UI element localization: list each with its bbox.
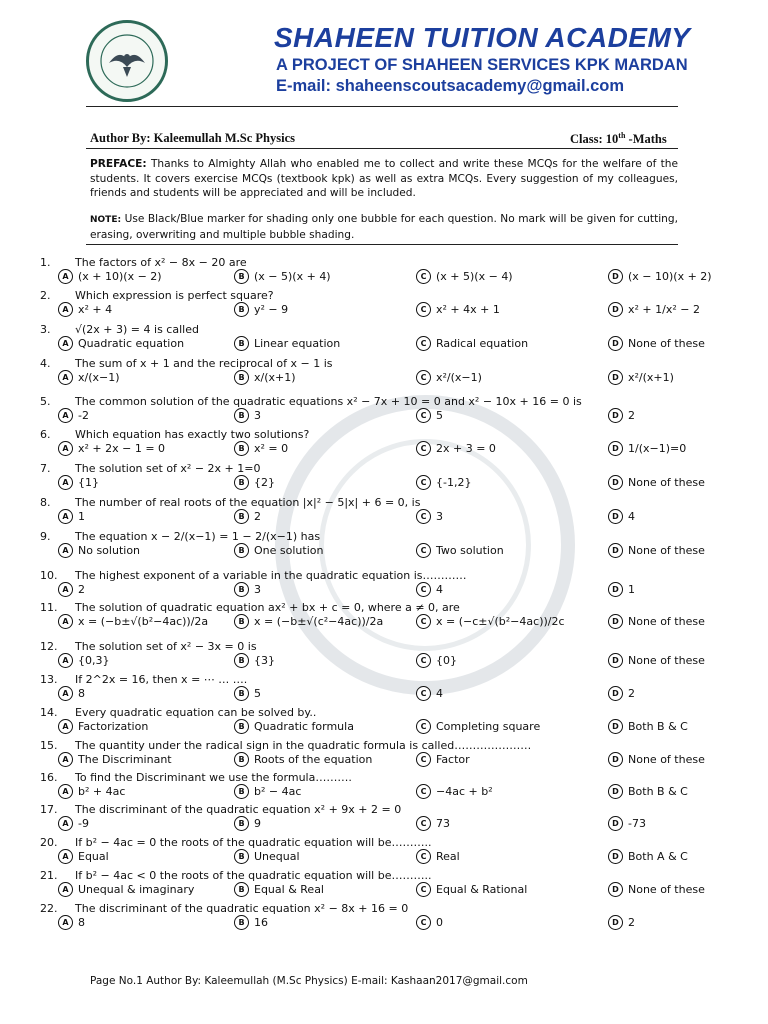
answer-option-c: Completing square — [436, 720, 541, 733]
answer-option-b: y² − 9 — [254, 303, 289, 316]
answer-bubble-b[interactable]: B — [234, 882, 249, 897]
answer-option-a: x² + 2x − 1 = 0 — [78, 442, 166, 455]
answer-option-a: Equal — [78, 850, 109, 863]
answer-bubble-a[interactable]: A — [58, 784, 73, 799]
answer-bubble-c[interactable]: C — [416, 882, 431, 897]
answer-bubble-d[interactable]: D — [608, 719, 623, 734]
answer-bubble-c[interactable]: C — [416, 915, 431, 930]
question-text: The common solution of the quadratic equations x² − 7x + 10 = 0 and x² − 10x + 16 = 0 is — [75, 395, 582, 408]
answer-option-b: Equal & Real — [254, 883, 324, 896]
author-line: Author By: Kaleemullah M.Sc Physics — [90, 131, 295, 145]
answer-option-d: None of these — [628, 337, 705, 350]
answer-option-d: 2 — [628, 916, 635, 929]
answer-bubble-b[interactable]: B — [234, 752, 249, 767]
answer-bubble-d[interactable]: D — [608, 816, 623, 831]
answer-bubble-a[interactable]: A — [58, 816, 73, 831]
answer-bubble-d[interactable]: D — [608, 408, 623, 423]
answer-option-d: 4 — [628, 510, 635, 523]
answer-bubble-d[interactable]: D — [608, 543, 623, 558]
answer-option-d: Both A & C — [628, 850, 688, 863]
answer-bubble-b[interactable]: B — [234, 336, 249, 351]
answer-bubble-a[interactable]: A — [58, 336, 73, 351]
answer-bubble-a[interactable]: A — [58, 752, 73, 767]
answer-bubble-c[interactable]: C — [416, 509, 431, 524]
answer-option-c: (x + 5)(x − 4) — [436, 270, 513, 283]
answer-bubble-b[interactable]: B — [234, 543, 249, 558]
answer-bubble-b[interactable]: B — [234, 915, 249, 930]
answer-option-b: {2} — [254, 476, 275, 489]
answer-option-a: -2 — [78, 409, 89, 422]
answer-bubble-a[interactable]: A — [58, 543, 73, 558]
answer-bubble-c[interactable]: C — [416, 408, 431, 423]
answer-bubble-a[interactable]: A — [58, 408, 73, 423]
answer-option-c: 73 — [436, 817, 450, 830]
answer-option-d: Both B & C — [628, 785, 688, 798]
answer-option-c: x² + 4x + 1 — [436, 303, 500, 316]
answer-option-c: x = (−c±√(b²−4ac))/2c — [436, 615, 565, 628]
answer-bubble-b[interactable]: B — [234, 302, 249, 317]
answer-option-a: x² + 4 — [78, 303, 113, 316]
answer-bubble-d[interactable]: D — [608, 336, 623, 351]
answer-option-a: 2 — [78, 583, 85, 596]
answer-bubble-c[interactable]: C — [416, 370, 431, 385]
answer-option-d: 1 — [628, 583, 635, 596]
answer-option-c: −4ac + b² — [436, 785, 493, 798]
answer-option-b: One solution — [254, 544, 324, 557]
answer-bubble-a[interactable]: A — [58, 653, 73, 668]
answer-bubble-a[interactable]: A — [58, 882, 73, 897]
answer-option-d: None of these — [628, 883, 705, 896]
answer-bubble-a[interactable]: A — [58, 849, 73, 864]
answer-bubble-a[interactable]: A — [58, 302, 73, 317]
preface-paragraph: PREFACE: Thanks to Almighty Allah who enabled me to collect and write these MCQs for the welfare of the students. It covers exercise MCQs (textbook kpk) as well as extra MCQs. Every suggestion of my colleagues, friends and students will be appreciated and will be included. — [90, 158, 678, 199]
answer-option-a: Unequal & imaginary — [78, 883, 195, 896]
question-text: The sum of x + 1 and the reciprocal of x − 1 is — [75, 357, 333, 370]
answer-option-d: Both B & C — [628, 720, 688, 733]
answer-option-c: x²/(x−1) — [436, 371, 482, 384]
answer-bubble-b[interactable]: B — [234, 614, 249, 629]
answer-bubble-d[interactable]: D — [608, 509, 623, 524]
question-number: 8. — [40, 496, 51, 509]
answer-bubble-c[interactable]: C — [416, 752, 431, 767]
answer-option-b: x² = 0 — [254, 442, 289, 455]
answer-option-d: x² + 1/x² − 2 — [628, 303, 700, 316]
answer-option-c: Radical equation — [436, 337, 529, 350]
note-divider — [86, 244, 678, 245]
answer-bubble-b[interactable]: B — [234, 441, 249, 456]
answer-option-d: x²/(x+1) — [628, 371, 674, 384]
answer-option-b: 3 — [254, 583, 261, 596]
answer-bubble-d[interactable]: D — [608, 441, 623, 456]
academy-subtitle: A PROJECT OF SHAHEEN SERVICES KPK MARDAN — [276, 56, 688, 74]
answer-bubble-a[interactable]: A — [58, 509, 73, 524]
academy-logo — [86, 20, 168, 102]
answer-bubble-b[interactable]: B — [234, 784, 249, 799]
answer-option-a: The Discriminant — [78, 753, 172, 766]
answer-option-c: 2x + 3 = 0 — [436, 442, 496, 455]
question-text: The discriminant of the quadratic equation x² + 9x + 2 = 0 — [75, 803, 402, 816]
question-number: 13. — [40, 673, 58, 686]
question-number: 4. — [40, 357, 51, 370]
answer-bubble-a[interactable]: A — [58, 370, 73, 385]
answer-option-d: -73 — [628, 817, 646, 830]
answer-option-a: (x + 10)(x − 2) — [78, 270, 162, 283]
question-number: 1. — [40, 256, 51, 269]
answer-option-d: None of these — [628, 615, 705, 628]
answer-option-c: {-1,2} — [436, 476, 472, 489]
question-text: The equation x − 2/(x−1) = 1 − 2/(x−1) has — [75, 530, 321, 543]
answer-option-a: 8 — [78, 916, 85, 929]
question-text: If 2^2x = 16, then x = ⋯ … …. — [75, 673, 248, 686]
answer-bubble-a[interactable]: A — [58, 441, 73, 456]
answer-bubble-a[interactable]: A — [58, 686, 73, 701]
answer-bubble-c[interactable]: C — [416, 582, 431, 597]
answer-option-b: {3} — [254, 654, 275, 667]
answer-option-c: Real — [436, 850, 460, 863]
answer-bubble-b[interactable]: B — [234, 849, 249, 864]
answer-option-c: 4 — [436, 583, 443, 596]
answer-bubble-d[interactable]: D — [608, 475, 623, 490]
answer-option-a: No solution — [78, 544, 141, 557]
question-number: 12. — [40, 640, 58, 653]
answer-option-c: 5 — [436, 409, 443, 422]
answer-bubble-c[interactable]: C — [416, 784, 431, 799]
question-text: The number of real roots of the equation |x|² − 5|x| + 6 = 0, is — [75, 496, 421, 509]
answer-bubble-d[interactable]: D — [608, 849, 623, 864]
answer-bubble-d[interactable]: D — [608, 653, 623, 668]
answer-bubble-d[interactable]: D — [608, 686, 623, 701]
answer-bubble-b[interactable]: B — [234, 475, 249, 490]
question-number: 3. — [40, 323, 51, 336]
answer-bubble-c[interactable]: C — [416, 543, 431, 558]
question-number: 11. — [40, 601, 58, 614]
question-number: 10. — [40, 569, 58, 582]
answer-option-d: 1/(x−1)=0 — [628, 442, 687, 455]
answer-bubble-a[interactable]: A — [58, 915, 73, 930]
answer-option-b: x/(x+1) — [254, 371, 296, 384]
question-number: 5. — [40, 395, 51, 408]
answer-bubble-d[interactable]: D — [608, 915, 623, 930]
answer-bubble-b[interactable]: B — [234, 816, 249, 831]
answer-option-c: 0 — [436, 916, 443, 929]
page-footer: Page No.1 Author By: Kaleemullah (M.Sc Physics) E-mail: Kashaan2017@gmail.com — [90, 975, 528, 987]
question-number: 14. — [40, 706, 58, 719]
answer-option-c: 4 — [436, 687, 443, 700]
answer-option-d: None of these — [628, 544, 705, 557]
answer-bubble-b[interactable]: B — [234, 653, 249, 668]
answer-bubble-c[interactable]: C — [416, 614, 431, 629]
answer-option-d: None of these — [628, 476, 705, 489]
answer-bubble-d[interactable]: D — [608, 614, 623, 629]
answer-option-b: (x − 5)(x + 4) — [254, 270, 331, 283]
answer-bubble-a[interactable]: A — [58, 475, 73, 490]
question-number: 9. — [40, 530, 51, 543]
answer-bubble-a[interactable]: A — [58, 582, 73, 597]
answer-bubble-d[interactable]: D — [608, 752, 623, 767]
meta-divider — [86, 148, 678, 149]
answer-option-a: x = (−b±√(b²−4ac))/2a — [78, 615, 209, 628]
question-number: 7. — [40, 462, 51, 475]
answer-option-d: None of these — [628, 654, 705, 667]
answer-bubble-a[interactable]: A — [58, 614, 73, 629]
question-text: √(2x + 3) = 4 is called — [75, 323, 199, 336]
answer-option-b: 2 — [254, 510, 261, 523]
answer-bubble-d[interactable]: D — [608, 582, 623, 597]
question-text: Which equation has exactly two solutions? — [75, 428, 310, 441]
answer-bubble-a[interactable]: A — [58, 719, 73, 734]
question-number: 17. — [40, 803, 58, 816]
question-text: If b² − 4ac < 0 the roots of the quadratic equation will be……….. — [75, 869, 432, 882]
answer-option-a: -9 — [78, 817, 89, 830]
answer-option-c: 3 — [436, 510, 443, 523]
question-number: 15. — [40, 739, 58, 752]
question-text: The solution set of x² − 3x = 0 is — [75, 640, 257, 653]
answer-bubble-b[interactable]: B — [234, 509, 249, 524]
question-text: The highest exponent of a variable in the quadratic equation is………… — [75, 569, 467, 582]
answer-bubble-c[interactable]: C — [416, 653, 431, 668]
question-number: 2. — [40, 289, 51, 302]
answer-bubble-c[interactable]: C — [416, 686, 431, 701]
answer-bubble-b[interactable]: B — [234, 686, 249, 701]
answer-option-b: 9 — [254, 817, 261, 830]
answer-bubble-d[interactable]: D — [608, 269, 623, 284]
answer-option-a: 8 — [78, 687, 85, 700]
answer-option-b: x = (−b±√(c²−4ac))/2a — [254, 615, 384, 628]
answer-option-c: Two solution — [436, 544, 504, 557]
header-divider — [86, 106, 678, 107]
answer-option-b: Quadratic formula — [254, 720, 354, 733]
question-text: If b² − 4ac = 0 the roots of the quadratic equation will be……….. — [75, 836, 432, 849]
academy-email: E-mail: shaheenscoutsacademy@gmail.com — [276, 77, 625, 95]
answer-bubble-c[interactable]: C — [416, 816, 431, 831]
question-text: The solution set of x² − 2x + 1=0 — [75, 462, 261, 475]
answer-bubble-c[interactable]: C — [416, 441, 431, 456]
answer-option-d: 2 — [628, 409, 635, 422]
question-text: The quantity under the radical sign in the quadratic formula is called………………… — [75, 739, 532, 752]
question-number: 6. — [40, 428, 51, 441]
answer-bubble-b[interactable]: B — [234, 408, 249, 423]
answer-option-c: Factor — [436, 753, 470, 766]
answer-option-d: 2 — [628, 687, 635, 700]
answer-bubble-d[interactable]: D — [608, 370, 623, 385]
answer-option-b: Linear equation — [254, 337, 341, 350]
question-text: The discriminant of the quadratic equation x² − 8x + 16 = 0 — [75, 902, 409, 915]
answer-bubble-b[interactable]: B — [234, 582, 249, 597]
answer-option-b: 3 — [254, 409, 261, 422]
answer-bubble-d[interactable]: D — [608, 302, 623, 317]
answer-bubble-b[interactable]: B — [234, 370, 249, 385]
question-number: 22. — [40, 902, 58, 915]
answer-bubble-b[interactable]: B — [234, 269, 249, 284]
answer-option-b: b² − 4ac — [254, 785, 302, 798]
answer-bubble-d[interactable]: D — [608, 784, 623, 799]
answer-bubble-a[interactable]: A — [58, 269, 73, 284]
question-text: To find the Discriminant we use the formula………. — [75, 771, 352, 784]
question-text: Every quadratic equation can be solved by.. — [75, 706, 317, 719]
question-number: 20. — [40, 836, 58, 849]
answer-option-b: 16 — [254, 916, 268, 929]
question-number: 16. — [40, 771, 58, 784]
class-line: Class: 10th -Maths — [570, 131, 667, 147]
answer-bubble-c[interactable]: C — [416, 849, 431, 864]
answer-option-a: b² + 4ac — [78, 785, 126, 798]
question-number: 21. — [40, 869, 58, 882]
answer-option-a: 1 — [78, 510, 85, 523]
answer-option-c: Equal & Rational — [436, 883, 528, 896]
answer-option-b: Unequal — [254, 850, 300, 863]
answer-option-b: 5 — [254, 687, 261, 700]
question-text: The factors of x² − 8x − 20 are — [75, 256, 247, 269]
answer-option-c: {0} — [436, 654, 457, 667]
answer-bubble-c[interactable]: C — [416, 475, 431, 490]
question-text: The solution of quadratic equation ax² + bx + c = 0, where a ≠ 0, are — [75, 601, 460, 614]
answer-option-a: x/(x−1) — [78, 371, 120, 384]
answer-option-a: {1} — [78, 476, 99, 489]
answer-option-d: None of these — [628, 753, 705, 766]
answer-option-a: {0,3} — [78, 654, 110, 667]
answer-option-a: Factorization — [78, 720, 149, 733]
answer-bubble-c[interactable]: C — [416, 269, 431, 284]
answer-bubble-b[interactable]: B — [234, 719, 249, 734]
answer-option-d: (x − 10)(x + 2) — [628, 270, 712, 283]
answer-option-b: Roots of the equation — [254, 753, 373, 766]
answer-bubble-d[interactable]: D — [608, 882, 623, 897]
answer-bubble-c[interactable]: C — [416, 719, 431, 734]
note-paragraph: NOTE: Use Black/Blue marker for shading only one bubble for each question. No mark will be given for cutting, erasing, overwriting and multiple bubble shading. — [90, 213, 678, 241]
academy-title: SHAHEEN TUITION ACADEMY — [274, 22, 691, 53]
answer-option-a: Quadratic equation — [78, 337, 185, 350]
question-text: Which expression is perfect square? — [75, 289, 274, 302]
answer-bubble-c[interactable]: C — [416, 302, 431, 317]
answer-bubble-c[interactable]: C — [416, 336, 431, 351]
